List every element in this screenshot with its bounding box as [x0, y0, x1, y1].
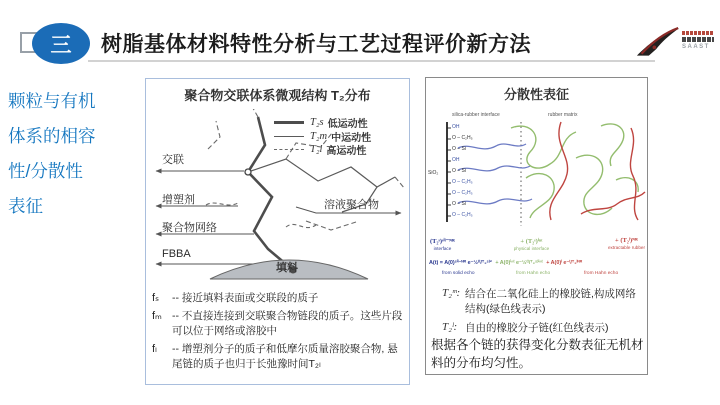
note-text: -- 不直接连接到交联聚合物链段的质子。这些片段可以位于网络或溶胶中	[172, 310, 403, 337]
note-symbol: T₂ᵐ:	[442, 287, 461, 299]
equation-term-hahn-echo-free: + A(0)ˡ e⁻ᵗ/ᵀ₂ˡᴺᴿ	[546, 260, 583, 266]
surface-group: OH	[452, 157, 460, 163]
label-filler: 填料	[276, 262, 298, 274]
note-row	[152, 309, 406, 339]
logo-acronym: SAAST	[682, 43, 710, 50]
sidebar-caption-line: 体系的相容	[8, 126, 96, 146]
legend-desc: 低运动性	[327, 119, 368, 131]
note-text: 结合在二氧化硅上的橡胶链,构成网络结构(绿色线表示)	[465, 288, 636, 315]
note-text: -- 增塑剂分子的质子和低摩尔质量溶胶聚合物, 悬尾链的质子也归于长弛豫时间T₂ₗ	[172, 343, 398, 370]
note-row	[442, 287, 642, 316]
section-number-badge	[32, 23, 90, 64]
label-fbba: FBBA	[162, 248, 191, 260]
right-panel-notes	[442, 287, 642, 341]
term-physical-interface	[514, 237, 550, 251]
surface-group: O – C₂H₅	[452, 190, 473, 196]
surface-group: O – C₂H₅	[452, 179, 473, 185]
label-rubber-matrix: rubber matrix	[548, 112, 578, 118]
note-row	[442, 321, 642, 336]
logo-text-row2	[682, 37, 714, 42]
term-extractable-rubber	[608, 237, 645, 251]
source-solid-echo: from solid echo	[442, 271, 475, 276]
note-row	[152, 342, 406, 372]
label-silica-rubber-interface: silica-rubber interface	[452, 112, 500, 118]
right-panel-title: 分散性表征	[503, 87, 569, 102]
legend-symbol: T₂m	[310, 130, 328, 142]
silanol-group-list	[452, 122, 473, 221]
term-formula: + (T₂ˡ)ᴺᴿ	[615, 237, 638, 244]
section-number: 三	[50, 33, 72, 57]
source-hahn-echo-red: from Hahn echo	[584, 271, 619, 276]
label-sio2: SiO₂	[428, 170, 439, 176]
term-caption: extractable rubber	[607, 245, 645, 250]
note-text: -- 接近填料表面或交联段的质子	[172, 292, 319, 304]
sidebar-caption-line: 颗粒与有机	[8, 91, 96, 111]
eye-logo-icon	[636, 20, 680, 60]
legend-symbol: T₂s	[310, 117, 324, 129]
left-panel-title: 聚合物交联体系微观结构 T₂分布	[184, 88, 371, 103]
legend-desc: 高运动性	[326, 146, 367, 158]
label-solution-polymer: 溶液聚合物	[324, 199, 379, 211]
surface-group: O – Si	[452, 146, 466, 152]
surface-group: O – Si	[452, 201, 466, 207]
source-hahn-echo-green: from Hahn echo	[516, 271, 551, 276]
term-caption: interface	[433, 246, 452, 251]
surface-group: O – C₂H₅	[452, 135, 473, 141]
right-panel-dispersibility	[425, 77, 648, 375]
note-row	[152, 291, 406, 306]
left-panel-notes	[152, 291, 406, 375]
surface-group: O – Si	[452, 168, 466, 174]
term-formula: (T₂ˢ)ˢⁱˡ⁻ᴺᴿ	[430, 238, 455, 245]
left-panel-microstructure	[145, 78, 410, 385]
polymer-network-diagram	[146, 109, 409, 291]
note-symbol: fₛ	[152, 292, 160, 304]
logo-text-block	[682, 31, 714, 50]
sidebar-caption-line: 表征	[8, 196, 43, 216]
conclusion-text: 根据各个链的获得变化分数表征无机材料的分布均匀性。	[431, 338, 644, 370]
page-title: 树脂基体材料特性分析与工艺过程评价新方法	[101, 33, 531, 56]
t2-terms-row	[430, 237, 645, 251]
surface-group: OH	[452, 124, 460, 130]
equation-term-hahn-echo-int: + A(0)ⁱⁿᵗ e⁻½⁽ᵗ/ᵀ₂ˢ⁾ⁱⁿᵗ	[495, 260, 543, 266]
note-text: 自由的橡胶分子链(红色线表示)	[465, 322, 609, 334]
term-caption: physical interface	[513, 246, 550, 251]
label-polymer-network: 聚合物网络	[162, 222, 217, 234]
sidebar-caption-line: 性/分散性	[8, 161, 83, 181]
term-interface	[430, 237, 455, 251]
logo-text-row1	[682, 31, 714, 35]
label-crosslink: 交联	[162, 154, 184, 166]
surface-group: O – C₂H₅	[452, 212, 473, 218]
term-formula: + (T₂ˢ)ⁱⁿᵗ	[520, 238, 543, 245]
label-plasticizer: 增塑剂	[162, 194, 195, 206]
org-logo	[636, 16, 716, 64]
sidebar-caption	[8, 84, 144, 224]
relaxation-equation	[429, 260, 647, 266]
title-underline	[88, 60, 655, 62]
legend-symbol: T₂l	[310, 144, 323, 156]
note-symbol: T₂ˡ:	[442, 321, 458, 333]
note-symbol: fₘ	[152, 310, 162, 322]
note-symbol: fₗ	[152, 343, 157, 355]
legend-desc: 中运动性	[331, 132, 372, 144]
equation-term-solid-echo: A(t) = A(0)ˢⁱˡ⁻ᴺᴿ e⁻½⁽ᵗ/ᵀ₂ˢ⁾²	[429, 260, 492, 266]
